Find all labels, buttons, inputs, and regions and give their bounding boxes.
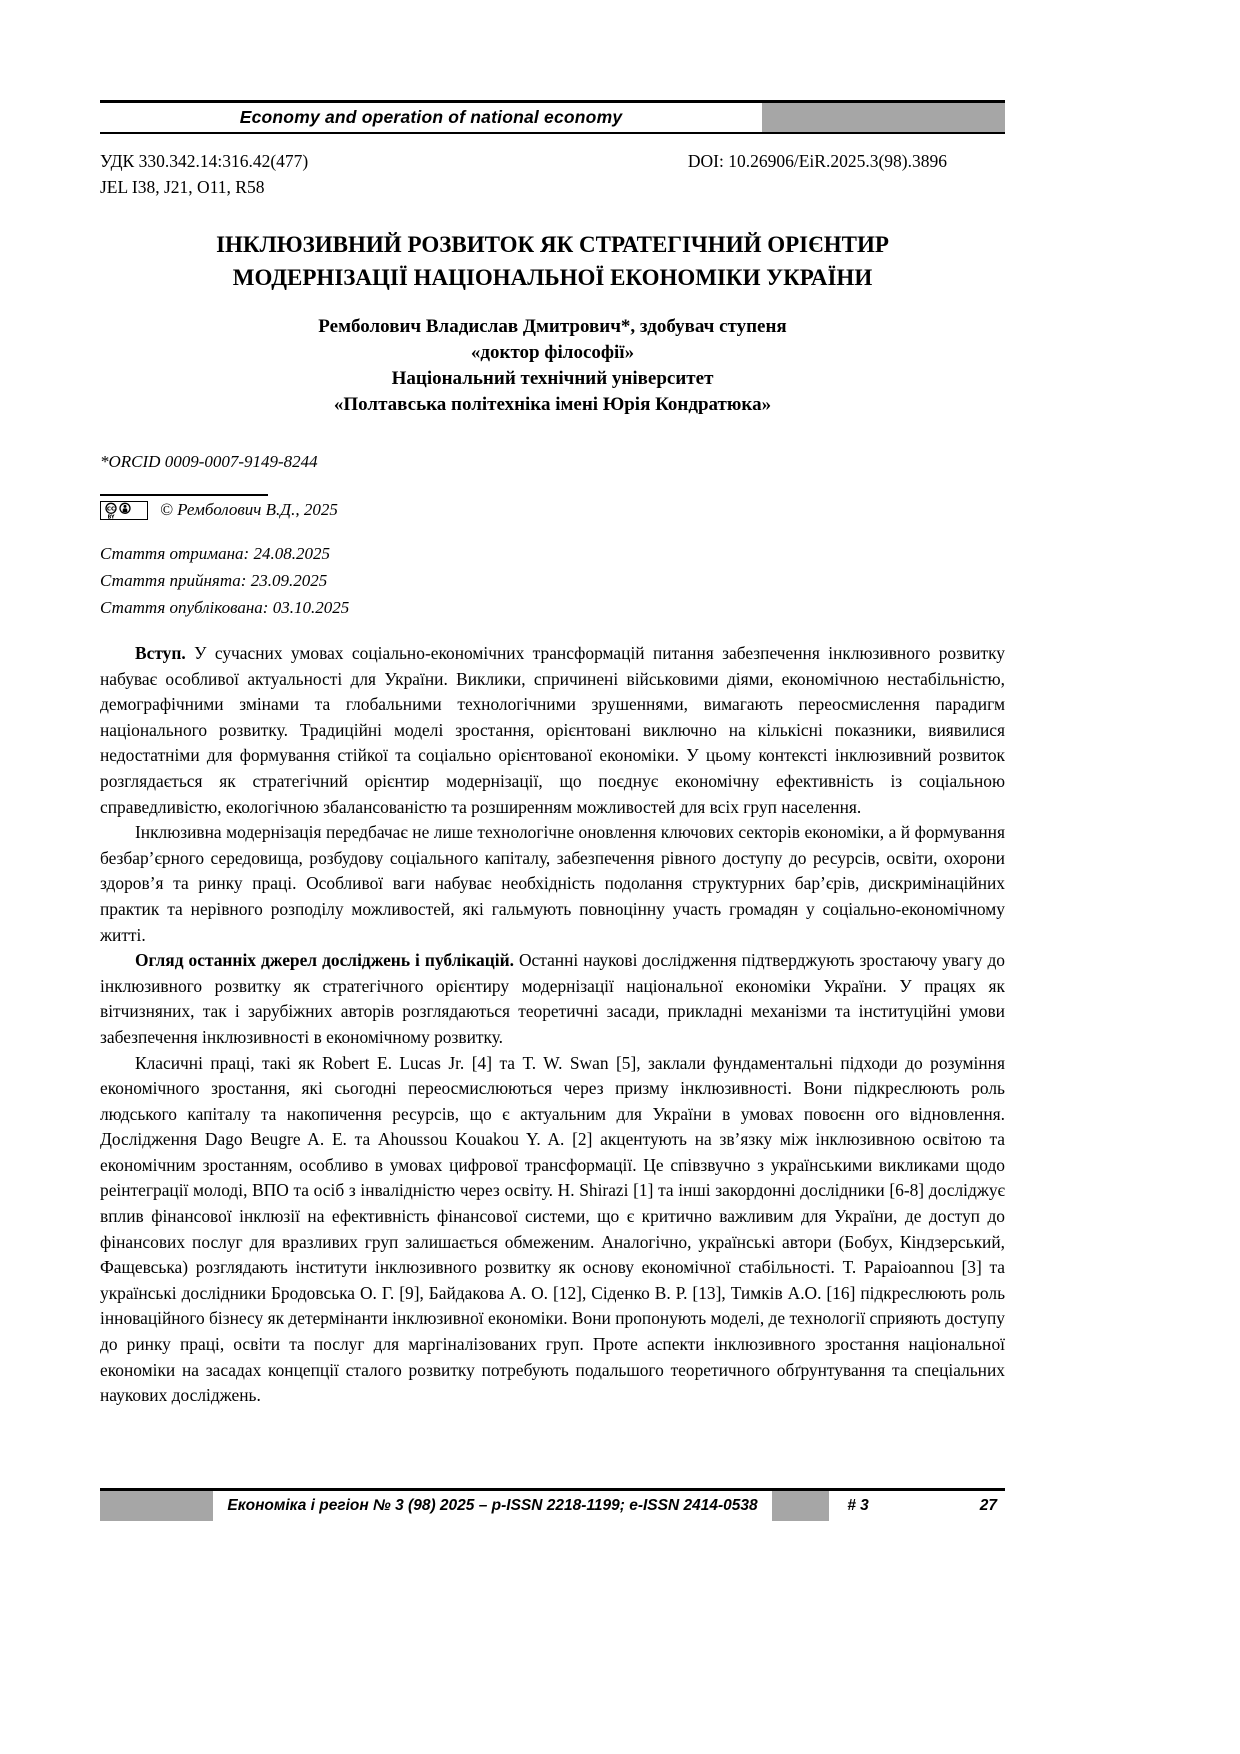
issue-number: # 3 bbox=[847, 1497, 869, 1514]
author-name: Ремболович Владислав Дмитрович*, здобувач ступеня bbox=[318, 316, 787, 337]
copyright-line: © Ремболович В.Д., 2025 bbox=[160, 500, 338, 519]
article-dates bbox=[100, 540, 1005, 621]
page-header bbox=[100, 100, 1005, 134]
udc-code: УДК 330.342.14:316.42(477) bbox=[100, 151, 309, 171]
date-published: Стаття опублікована: 03.10.2025 bbox=[100, 598, 350, 617]
author-affiliation-name: «Полтавська політехніка імені Юрія Кондратюка» bbox=[333, 394, 772, 415]
article-body bbox=[100, 641, 1005, 1409]
orcid-line: *ORCID 0009-0007-9149-8244 bbox=[100, 452, 318, 471]
page-number: 27 bbox=[979, 1497, 997, 1514]
jel-codes: JEL I38, J21, O11, R58 bbox=[100, 177, 265, 197]
paragraph-literature-review-lead: Огляд останніх джерел досліджень і публікацій. bbox=[135, 950, 514, 971]
date-received: Стаття отримана: 24.08.2025 bbox=[100, 544, 330, 563]
footer-gray-block-left bbox=[100, 1491, 213, 1521]
running-title: Economy and operation of national economy bbox=[239, 107, 623, 127]
article-meta bbox=[100, 148, 1005, 200]
paragraph-classic-works bbox=[100, 1051, 1005, 1409]
license-block bbox=[100, 494, 1005, 520]
paragraph-intro bbox=[100, 641, 1005, 820]
doi: DOI: 10.26906/EiR.2025.3(98).3896 bbox=[687, 151, 947, 171]
paragraph-modernization bbox=[100, 820, 1005, 948]
paragraph-literature-review-text: Останні наукові дослідження підтверджують зростаючу увагу до інклюзивного розвитку як стратегічного орієнтиру модернізації національної економіки України. У працях як вітчизняних, так і зарубіжних авторів розглядаються теоретичні засади, прикладні механізми та інституційні умови забезпечення інклюзивності в економічному розвитку. bbox=[100, 950, 1006, 1047]
page-content bbox=[100, 0, 1005, 1409]
footer-gray-block-mid bbox=[772, 1491, 829, 1521]
article-title-line-1: ІНКЛЮЗИВНИЙ РОЗВИТОК ЯК СТРАТЕГІЧНИЙ ОРІЄНТИР bbox=[216, 232, 889, 257]
author-block bbox=[100, 314, 1005, 418]
author-degree: «доктор філософії» bbox=[470, 342, 635, 363]
svg-text:BY: BY bbox=[107, 515, 115, 520]
license-divider bbox=[100, 494, 268, 496]
header-gray-block bbox=[762, 103, 1005, 132]
article-title bbox=[100, 228, 1005, 294]
paragraph-intro-lead: Вступ. bbox=[135, 643, 186, 663]
paragraph-intro-text: У сучасних умовах соціально-економічних трансформацій питання забезпечення інклюзивного розвитку набуває особливої актуальності для України. Виклики, спричинені військовими діями, економічною нестабільністю, демографічними змінами та глобальними технологічними зрушеннями, вимагають переосмислення парадигм національного розвитку. Традиційні моделі зростання, орієнтовані виключно на кількісні показники, виявилися недостатніми для формування стійкої та соціально орієнтованої економіки. У цьому контексті інклюзивний розвиток розглядається як стратегічний орієнтир модернізації, що поєднує економічну ефективність із соціальною справедливістю, екологічною збалансованістю та розширенням можливостей для всіх груп населення. bbox=[100, 643, 1005, 817]
udc-jel-block bbox=[100, 148, 308, 200]
author-affiliation: Національний технічний університет bbox=[391, 368, 714, 389]
date-accepted: Стаття прийнята: 23.09.2025 bbox=[100, 571, 328, 590]
license-row bbox=[100, 500, 1005, 520]
footer-spacer bbox=[887, 1491, 955, 1521]
article-title-line-2: МОДЕРНІЗАЦІЇ НАЦІОНАЛЬНОЇ ЕКОНОМІКИ УКРАЇНИ bbox=[232, 265, 873, 290]
journal-citation: Економіка і регіон № 3 (98) 2025 – p-ISSN 2218-1199; e-ISSN 2414-0538 bbox=[227, 1497, 758, 1514]
svg-text:CC: CC bbox=[106, 506, 116, 513]
paragraph-classic-works-text: Класичні праці, такі як Robert E. Lucas Jr. [4] та T. W. Swan [5], заклали фундаментальні підходи до розуміння економічного зростання, які сьогодні переосмислюються через призму інклюзивності. Вони підкреслюють роль людського капіталу та накопичення ресурсів, що є актуальним для України в умовах повоєнн ого відновлення. Дослідження Dago Beugre A. E. та Ahoussou Kouakou Y. A. [2] акцентують на зв’язку між інклюзивною освітою та економічним зростанням, особливо в умовах цифрової трансформації. Це співзвучно з українськими викликами щодо реінтеграції молоді, ВПО та осіб з інвалідністю через освіту. H. Shirazi [1] та інші закордонні дослідники [6-8] досліджує вплив фінансової інклюзії на ефективність фінансової системи, що є критично важливим для України, де доступ до фінансових послуг для вразливих груп залишається обмеженим. Аналогічно, українські автори (Бобух, Кіндзерський, Фащевська) розглядають інститути інклюзивного розвитку як основу економічної стабільності. T. Papaioannou [3] та українські дослідники Бродовська О. Г. [9], Байдакова А. О. [12], Сіденко В. Р. [13], Тимків А.О. [16] підкреслюють роль інноваційного бізнесу як детермінанти інклюзивної економіки. Вони пропонують моделі, де технології сприяють доступу до ринку праці, освіти та послуг для маргіналізованих груп. Проте аспекти інклюзивного зростання національної економіки на засадах концепції сталого розвитку потребують подальшого теоретичного обґрунтування та спеціальних наукових досліджень. bbox=[100, 1052, 1005, 1406]
paragraph-modernization-text: Інклюзивна модернізація передбачає не лише технологічне оновлення ключових секторів економіки, а й формування безбар’єрного середовища, розбудову соціального капіталу, забезпечення рівного доступу до ресурсів, освіти, охорони здоров’я та ринку праці. Особливої ваги набуває необхідність подолання структурних бар’єрів, дискримінаційних практик та нерівного розподілу можливостей, які гальмують повноцінну участь громадян у соціально-економічному житті. bbox=[100, 822, 1005, 945]
paragraph-literature-review bbox=[100, 948, 1005, 1050]
cc-by-license-icon bbox=[100, 501, 148, 520]
page-footer bbox=[100, 1488, 1005, 1521]
